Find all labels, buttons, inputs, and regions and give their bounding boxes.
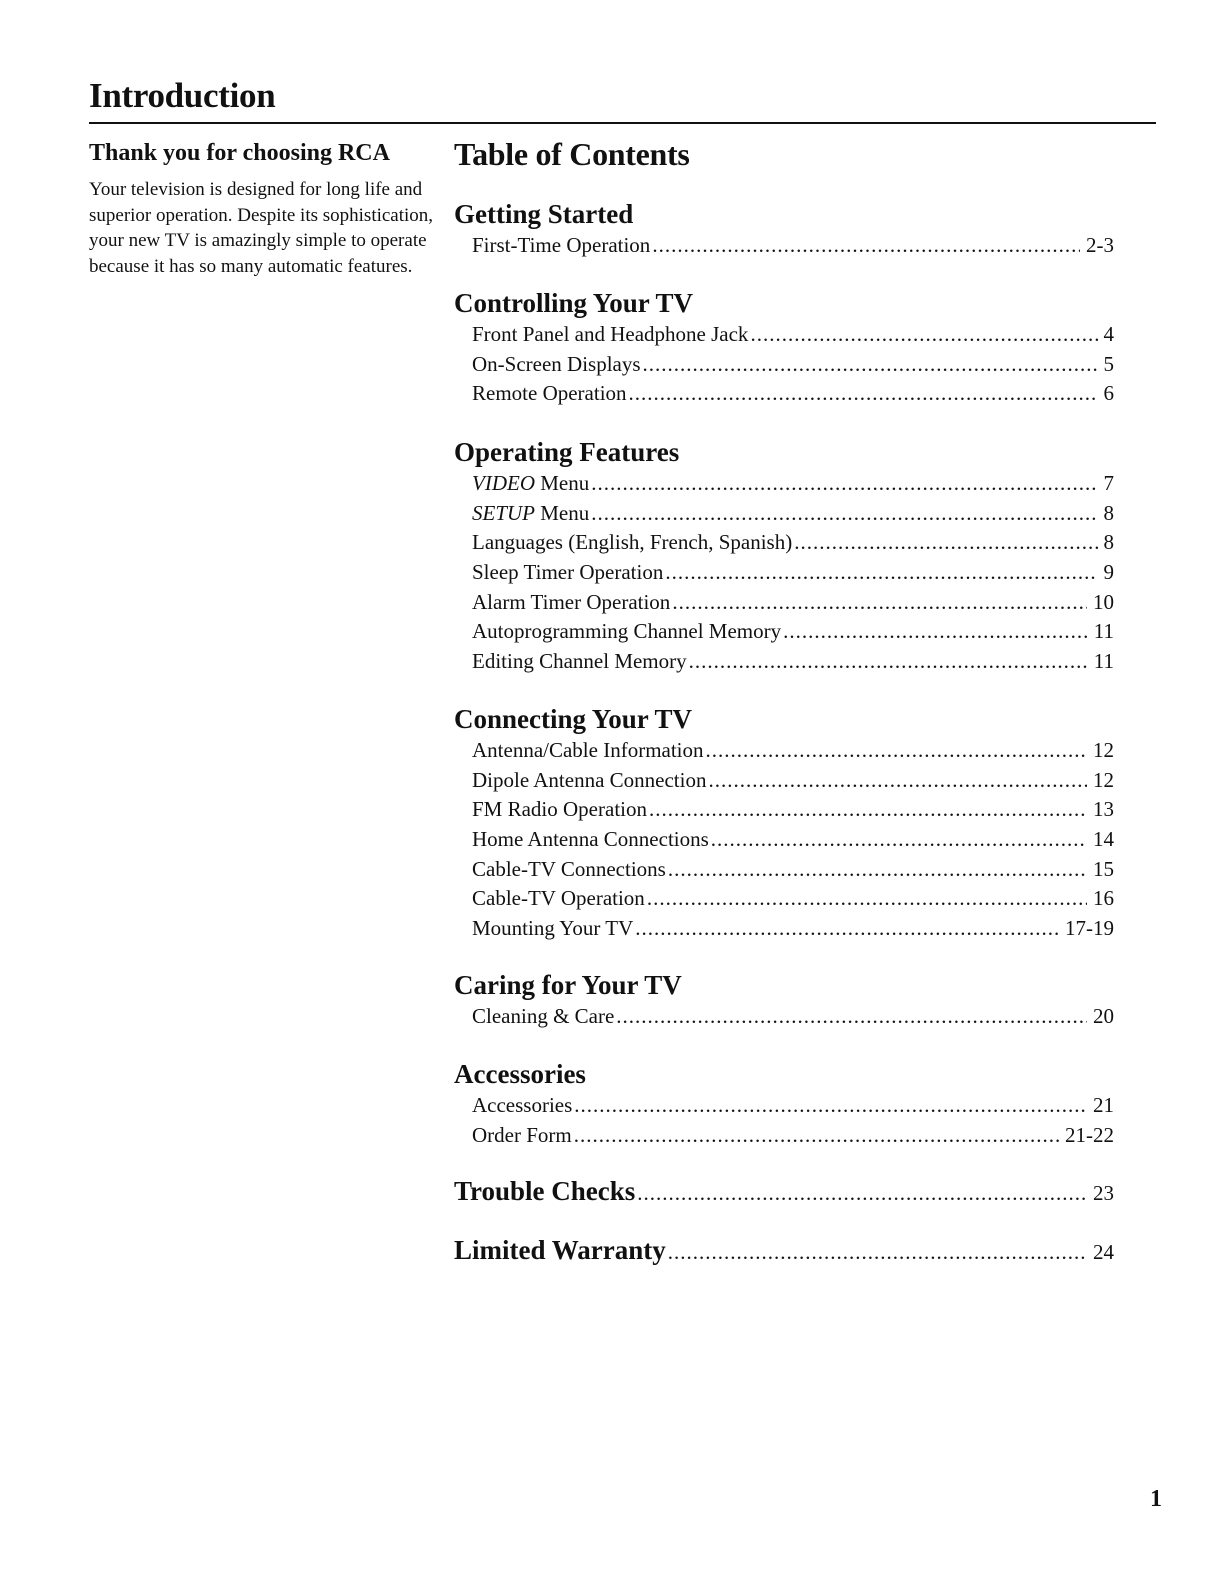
- entry-page: 12: [1093, 738, 1114, 762]
- intro-heading: Thank you for choosing RCA: [89, 140, 390, 166]
- dot-leader: [706, 736, 1087, 766]
- entry-label: Sleep Timer Operation: [472, 560, 664, 585]
- toc-entry: [472, 231, 1114, 261]
- toc-entry: [472, 617, 1114, 647]
- intro-body: Your television is designed for long life and superior operation. Despite its sophistication, your new TV is amazingly simple to operate because it has so many automatic features.: [89, 179, 434, 277]
- toc-entry: [472, 469, 1114, 499]
- entry-page: 21-22: [1065, 1122, 1114, 1147]
- dot-leader: [647, 884, 1087, 914]
- entry-page: 7: [1103, 471, 1114, 495]
- dot-leader: [635, 914, 1059, 944]
- toc-heading: Table of Contents: [454, 136, 690, 172]
- section-title: Connecting Your TV: [454, 704, 693, 734]
- entry-label-italic: VIDEO: [472, 471, 535, 495]
- entry-label: Cable-TV Operation: [472, 886, 645, 911]
- toc-entry: [472, 647, 1114, 677]
- entry-label: Cleaning & Care: [472, 1004, 615, 1028]
- entry-label: Accessories: [472, 1093, 573, 1117]
- entry-page: 8: [1103, 500, 1114, 525]
- entry-label: Autoprogramming Channel Memory: [472, 619, 782, 644]
- entry-page: 23: [1093, 1181, 1114, 1205]
- entry-page: 10: [1093, 589, 1114, 614]
- entry-page: 4: [1103, 322, 1114, 346]
- dot-leader: [649, 795, 1087, 825]
- section-title: Controlling Your TV: [454, 288, 694, 318]
- entry-page: 21: [1093, 1093, 1114, 1117]
- toc-entry: [472, 1002, 1114, 1032]
- toc-entry: [472, 855, 1114, 885]
- entry-page: 13: [1093, 797, 1114, 822]
- toc-entry: [472, 1091, 1114, 1121]
- entry-label-italic: SETUP: [472, 500, 535, 525]
- dot-leader: [591, 469, 1097, 499]
- title-rule: [89, 122, 1156, 124]
- toc-entry: [472, 528, 1114, 558]
- entry-label: Cable-TV Connections: [472, 856, 666, 881]
- toc-section-controlling: [454, 286, 1114, 409]
- dot-leader: [591, 499, 1097, 529]
- toc-entry: [472, 766, 1114, 796]
- page-title: Introduction: [89, 76, 276, 115]
- section-title: Getting Started: [454, 199, 634, 229]
- entry-label: Remote Operation: [472, 381, 627, 406]
- dot-leader: [794, 528, 1097, 558]
- section-title: Accessories: [454, 1059, 586, 1089]
- section-title: Caring for Your TV: [454, 970, 682, 1000]
- toc-section-getting-started: [454, 197, 1114, 261]
- toc-section-accessories: [454, 1057, 1114, 1150]
- entry-page: 11: [1093, 649, 1114, 674]
- toc-section-operating-features: [454, 435, 1114, 677]
- section-title: Operating Features: [454, 437, 680, 467]
- toc-entry: [472, 558, 1114, 588]
- entry-label: Home Antenna Connections: [472, 827, 709, 852]
- entry-page: 6: [1103, 381, 1114, 406]
- toc-entry: [472, 914, 1114, 944]
- entry-page: 11: [1093, 619, 1114, 644]
- toc-entry: [472, 795, 1114, 825]
- dot-leader: [689, 647, 1088, 677]
- page-number: 1: [1150, 1486, 1162, 1512]
- entry-label: Order Form: [472, 1122, 572, 1147]
- entry-page: 14: [1093, 827, 1114, 852]
- toc-entry: [472, 379, 1114, 409]
- entry-page: 16: [1093, 886, 1114, 911]
- entry-page: 8: [1103, 530, 1114, 555]
- entry-label: Trouble Checks: [454, 1176, 636, 1206]
- entry-page: 9: [1103, 560, 1114, 585]
- entry-label: Languages (English, French, Spanish): [472, 530, 793, 555]
- dot-leader: [668, 1240, 1087, 1265]
- entry-page: 15: [1093, 856, 1114, 881]
- toc-section-caring: [454, 968, 1114, 1032]
- entry-label: Editing Channel Memory: [472, 649, 687, 674]
- dot-leader: [637, 1181, 1087, 1206]
- toc-entry-limited-warranty: [454, 1235, 1114, 1266]
- entry-label: Front Panel and Headphone Jack: [472, 322, 749, 346]
- entry-label: Alarm Timer Operation: [472, 589, 671, 614]
- entry-page: 24: [1093, 1240, 1114, 1264]
- entry-page: 17-19: [1065, 916, 1114, 941]
- toc-entry: [472, 1121, 1114, 1151]
- dot-leader: [574, 1091, 1087, 1121]
- toc-entry: [472, 825, 1114, 855]
- entry-label: FM Radio Operation: [472, 797, 647, 822]
- entry-label: First-Time Operation: [472, 233, 651, 257]
- dot-leader: [652, 231, 1080, 261]
- toc-entry: [472, 350, 1114, 380]
- toc-entry: [472, 320, 1114, 350]
- entry-label: Antenna/Cable Information: [472, 738, 704, 762]
- entry-label: On-Screen Displays: [472, 351, 641, 376]
- entry-label: Menu: [535, 500, 590, 525]
- entry-page: 5: [1103, 351, 1114, 376]
- dot-leader: [708, 766, 1087, 796]
- dot-leader: [616, 1002, 1087, 1032]
- dot-leader: [750, 320, 1097, 350]
- dot-leader: [643, 350, 1098, 380]
- toc-entry-trouble-checks: [454, 1176, 1114, 1207]
- dot-leader: [574, 1121, 1059, 1151]
- dot-leader: [783, 617, 1088, 647]
- dot-leader: [668, 855, 1087, 885]
- entry-label: Mounting Your TV: [472, 916, 634, 941]
- dot-leader: [711, 825, 1087, 855]
- toc-entry: [472, 499, 1114, 529]
- entry-page: 20: [1093, 1004, 1114, 1028]
- toc-entry: [472, 588, 1114, 618]
- toc-entry: [472, 884, 1114, 914]
- entry-page: 12: [1093, 767, 1114, 792]
- dot-leader: [672, 588, 1087, 618]
- toc-entry: [472, 736, 1114, 766]
- entry-page: 2-3: [1086, 233, 1114, 257]
- entry-label: Dipole Antenna Connection: [472, 767, 707, 792]
- dot-leader: [629, 379, 1098, 409]
- entry-label: Limited Warranty: [454, 1235, 666, 1265]
- entry-label: Menu: [534, 471, 590, 495]
- dot-leader: [665, 558, 1097, 588]
- intro-block: [89, 140, 434, 279]
- toc-section-connecting: [454, 702, 1114, 944]
